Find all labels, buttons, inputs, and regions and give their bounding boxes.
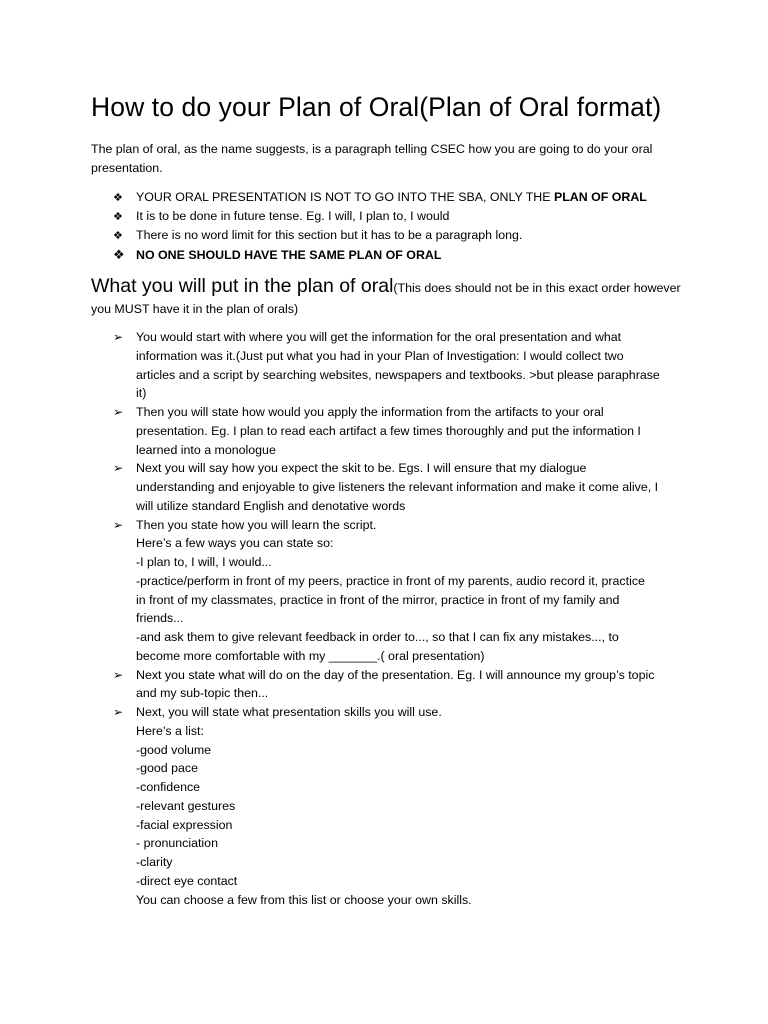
step-line: -good pace [136,761,199,776]
rule-item [113,226,647,245]
step-item [113,328,688,403]
step-line: -clarity [136,855,173,869]
step-line: friends... [136,611,184,626]
rule-text: YOUR ORAL PRESENTATION IS NOT TO GO INTO THE SBA, ONLY THE [136,190,554,204]
arrow-bullet-icon: ➢ [113,330,124,344]
step-item [113,459,688,515]
rule-item [113,207,647,226]
step-line: Then you will state how would you apply the information from the artifacts to your oral [136,405,604,419]
steps-list [113,328,688,909]
diamond-bullet-icon: ❖ [113,210,123,224]
step-line: articles and a script by searching websites, newspapers and textbooks. >but please paraphrase [136,367,660,382]
section-heading-note: (This does should not be in this exact order however [393,281,681,295]
step-line: in front of my classmates, practice in front of the mirror, practice in front of my family and [136,592,620,607]
step-line: -direct eye contact [136,873,238,888]
step-line: -confidence [136,780,201,794]
step-line: -I plan to, I will, I would... [136,555,272,569]
step-item [113,403,688,459]
step-line: Then you state how you will learn the script. [136,517,377,532]
arrow-bullet-icon: ➢ [113,517,124,532]
arrow-bullet-icon: ➢ [113,405,124,419]
diamond-bullet-icon: ❖ [113,191,123,204]
step-line: -good volume [136,742,212,757]
step-item [113,516,688,666]
section-heading-main: What you will put in the plan of oral [91,275,394,297]
step-line: Next, you will state what presentation skills you will use. [136,705,442,719]
intro-line: The plan of oral, as the name suggests, is a paragraph telling CSEC how you are going to do your oral [91,142,653,156]
arrow-bullet-icon: ➢ [113,667,124,682]
diamond-bullet-icon: ❖ [113,247,125,263]
step-line: it) [136,386,147,401]
rule-emphasis: PLAN OF ORAL [553,190,647,204]
step-line: will utilize standard English and denotative words [136,498,406,513]
intro-paragraph [91,140,691,178]
step-line: -and ask them to give relevant feedback in order to..., so that I can fix any mistakes..., to [136,630,619,644]
rule-item [113,246,647,265]
step-line: Next you will say how you expect the skit to be. Egs. I will ensure that my dialogue [136,461,587,476]
step-line: Here’s a list: [136,723,204,738]
step-line: Here’s a few ways you can state so: [136,536,334,551]
page-title: How to do your Plan of Oral(Plan of Oral format) [91,92,662,122]
rule-text: It is to be done in future tense. Eg. I will, I plan to, I would [136,209,450,224]
section-heading-note: you MUST have it in the plan of orals) [91,302,299,316]
step-line: and my sub-topic then... [136,686,269,701]
arrow-bullet-icon: ➢ [113,705,124,719]
rules-list [113,188,647,265]
intro-line: presentation. [91,161,163,175]
step-line: understanding and enjoyable to give listeners the relevant information and make it come alive, I [136,480,659,494]
rule-item [113,188,647,207]
arrow-bullet-icon: ➢ [113,461,124,476]
section-heading [91,274,691,320]
step-line: -relevant gestures [136,798,236,813]
step-line: information was it.(Just put what you had in your Plan of Investigation: I would collect two [136,348,624,363]
diamond-bullet-icon: ❖ [113,229,123,243]
step-line: presentation. Eg. I plan to read each artifact a few times thoroughly and put the information I [136,423,641,438]
step-line: You can choose a few from this list or choose your own skills. [136,892,472,907]
step-line: -practice/perform in front of my peers, practice in front of my parents, audio record it, practice [136,573,645,588]
step-line: Next you state what will do on the day of the presentation. Eg. I will announce my group’s topic [136,667,655,682]
step-line: You would start with where you will get the information for the oral presentation and what [136,330,622,344]
step-line: learned into a monologue [136,442,276,457]
step-item [113,666,688,704]
step-line: become more comfortable with my _______.( oral presentation) [136,648,485,663]
rule-text: NO ONE SHOULD HAVE THE SAME PLAN OF ORAL [136,247,442,262]
step-line: - pronunciation [136,836,218,851]
step-item [113,703,688,909]
step-line: -facial expression [136,817,233,832]
rule-text: There is no word limit for this section but it has to be a paragraph long. [136,228,523,243]
